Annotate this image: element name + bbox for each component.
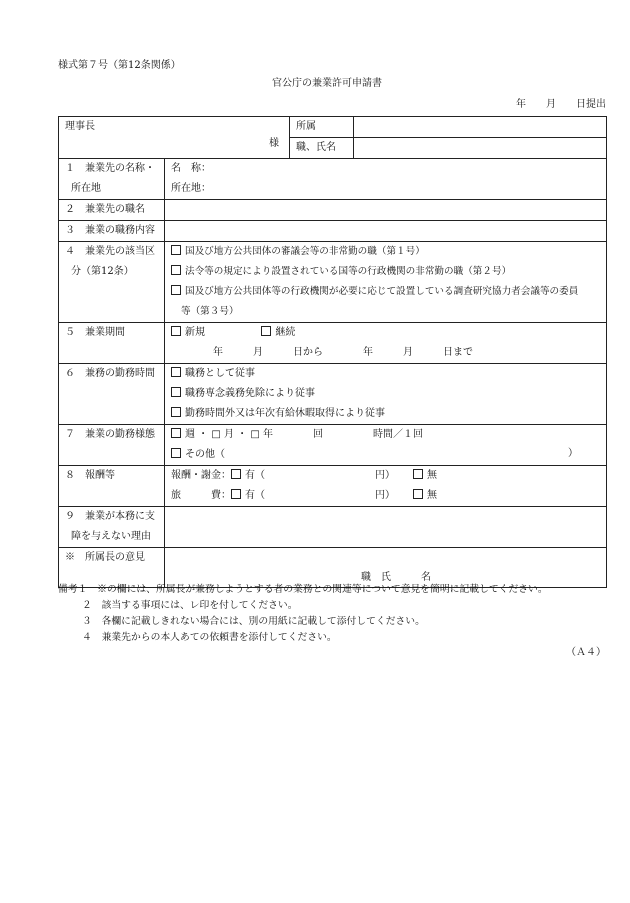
row5-period: 年 月 日から 年 月 日まで [213,347,473,358]
affiliation-label: 所属 [290,117,354,138]
checkbox-icon[interactable] [171,265,181,275]
submission-date: 年 月 日提出 [516,99,606,110]
row1-label-b: 所在地 [71,183,101,194]
name-label: 職、氏名 [290,138,354,159]
row1-address: 所在地： [171,183,211,194]
checkbox-icon[interactable] [261,326,271,336]
row9-field[interactable] [165,507,607,548]
row7-close-paren: ） [568,448,578,459]
row1-label-a: １ 兼業先の名称・ [65,163,155,174]
note-2: ２ 該当する事項には、レ印を付してください。 [82,600,298,611]
row10-field[interactable] [165,548,607,588]
note-1: 備考１ ※の欄には、所属長が兼務しようとする者の業務との関連等について意見を簡明に記載してください。 [58,584,548,595]
checkbox-icon[interactable] [171,448,181,458]
sama-suffix: 様 [269,138,279,149]
row6-option-1[interactable]: 職務として従事 [171,364,606,384]
row8-fee-line[interactable]: 報酬・謝金： 有（ 円） 無 [171,470,437,481]
row4-option-3-cont: 等（第３号） [181,306,239,317]
checkbox-icon[interactable] [171,285,181,295]
row4-label-a: ４ 兼業先の該当区 [65,246,155,257]
checkbox-icon[interactable] [413,469,423,479]
checkbox-icon[interactable] [231,489,241,499]
affiliation-field[interactable] [354,117,607,138]
addressee: 理事長 [65,121,95,132]
row2-field[interactable] [165,200,607,221]
row5-continue-option[interactable]: 継続 [261,327,295,338]
checkbox-icon[interactable] [171,326,181,336]
row1-name: 名 称： [171,163,211,174]
row8-label: ８ 報酬等 [59,466,165,507]
row4-label-b: 分（第12条） [71,266,134,277]
row3-label: ３ 兼業の職務内容 [59,221,165,242]
row7-frequency[interactable]: 週 ・ □ 月 ・ □ 年 回 時間／１回 [171,425,606,445]
checkbox-icon[interactable] [413,489,423,499]
row2-label: ２ 兼業先の職名 [59,200,165,221]
checkbox-icon[interactable] [171,245,181,255]
row9-label-b: 障を与えない理由 [71,531,151,542]
row1-content[interactable] [165,159,607,200]
note-4: ４ 兼業先からの本人あての依頼書を添付してください。 [82,632,337,643]
checkbox-icon[interactable] [171,428,181,438]
note-3: ３ 各欄に記載しきれない場合には、別の用紙に記載して添付してください。 [82,616,425,627]
form-title: 官公庁の兼業許可申請書 [272,78,382,89]
row3-field[interactable] [165,221,607,242]
row6-label: ６ 兼務の勤務時間 [59,364,165,425]
row7-label: ７ 兼業の勤務様態 [59,425,165,466]
row10-label: ※ 所属長の意見 [59,548,165,588]
row6-option-2[interactable]: 職務専念義務免除により従事 [171,384,606,404]
row4-option-3[interactable]: 国及び地方公共団体等の行政機関が必要に応じて設置している調査研究協力者会議等の委員 [171,282,606,302]
row9-label-a: ９ 兼業が本務に支 [65,511,155,522]
row7-other[interactable]: その他（ [171,445,606,465]
checkbox-icon[interactable] [171,387,181,397]
row4-option-2[interactable]: 法令等の規定により設置されている国等の行政機関の非常勤の職（第２号） [171,262,606,282]
row8-travel-line[interactable]: 旅 費： 有（ 円） 無 [171,490,437,501]
name-field[interactable] [354,138,607,159]
row4-option-1[interactable]: 国及び地方公共団体の審議会等の非常勤の職（第１号） [171,242,606,262]
paper-size: （Ａ４） [566,647,606,658]
checkbox-icon[interactable] [171,367,181,377]
form-number: 様式第７号（第12条関係） [58,60,181,71]
row5-label: ５ 兼業期間 [59,323,165,364]
checkbox-icon[interactable] [231,469,241,479]
row10-signature: 職 氏 名 [361,572,431,583]
row6-option-3[interactable]: 勤務時間外又は年次有給休暇取得により従事 [171,404,606,424]
checkbox-icon[interactable] [171,407,181,417]
application-table [58,116,607,588]
row5-new-option[interactable]: 新規 [171,327,205,338]
